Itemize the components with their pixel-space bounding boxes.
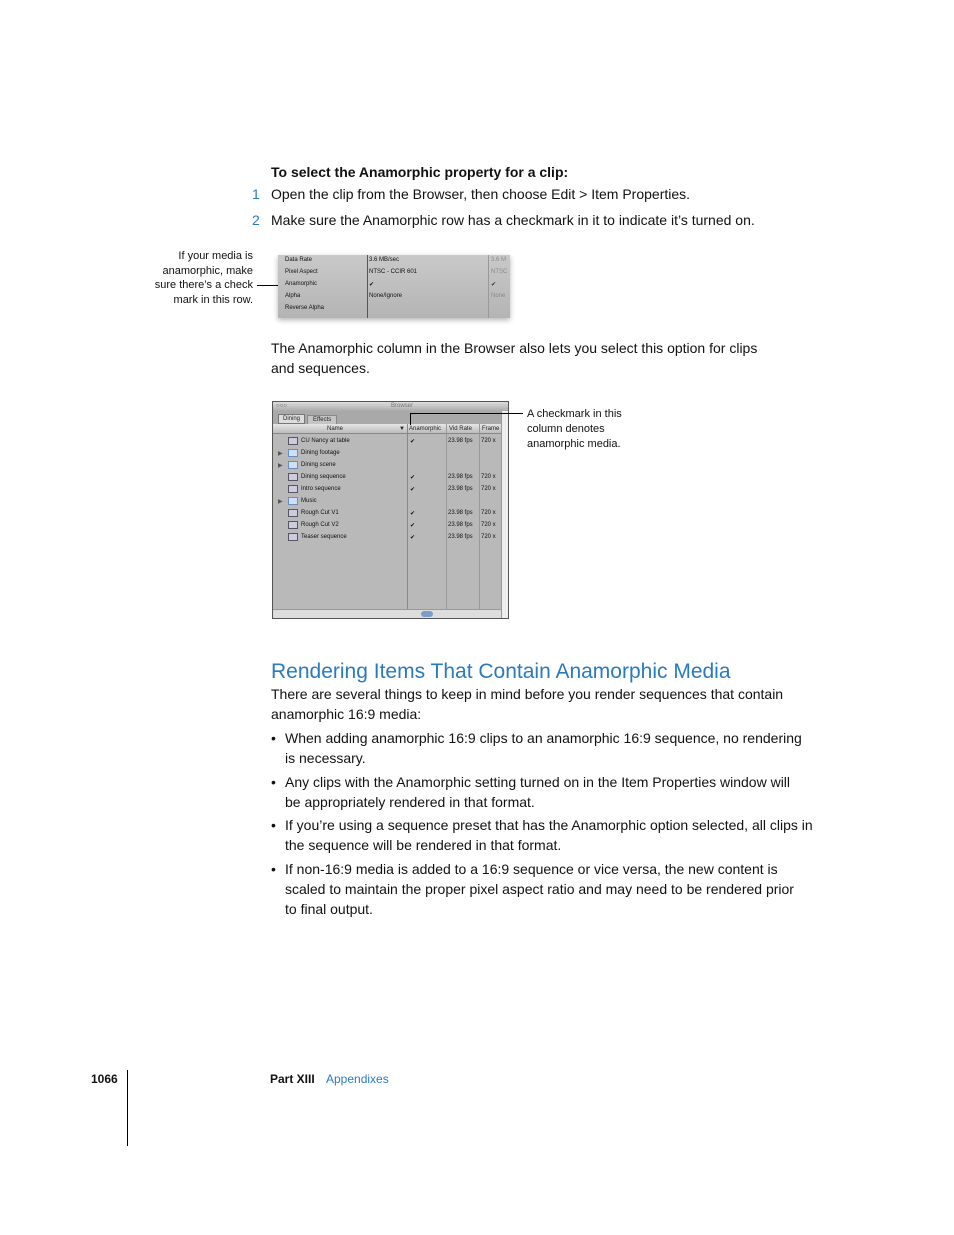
browser-row <box>273 507 501 519</box>
disclosure-triangle-icon[interactable]: ▶ <box>278 451 283 457</box>
caption-anamorphic-column: A checkmark in this column denotes anamorphic media. <box>527 408 622 450</box>
footer-chapter-link[interactable]: Appendixes <box>326 1072 389 1086</box>
sequence-icon <box>288 509 298 517</box>
anamorphic-check[interactable]: ✔ <box>410 487 416 493</box>
footer-part: Part XIII <box>270 1072 315 1086</box>
browser-row <box>273 531 501 543</box>
section-heading: Rendering Items That Contain Anamorphic Media <box>271 660 731 683</box>
callout-line <box>410 413 523 414</box>
frame-size: 720 x <box>481 474 496 480</box>
item-name: Rough Cut V2 <box>301 522 339 528</box>
sequence-icon <box>288 473 298 481</box>
bin-icon <box>288 449 298 457</box>
vid-rate: 23.98 fps <box>448 438 473 444</box>
caption-anamorphic-row: If your media is anamorphic, make sure there’s a check mark in this row. <box>154 250 253 306</box>
procedure-title: To select the Anamorphic property for a clip: <box>271 164 569 180</box>
property-row: Data Rate 3.6 MB/sec 3.6 M <box>285 257 507 263</box>
frame-size: 720 x <box>481 438 496 444</box>
page-number: 1066 <box>91 1072 118 1086</box>
property-row: Pixel Aspect NTSC - CCIR 601 NTSC <box>285 269 508 275</box>
callout-line <box>410 413 411 425</box>
sequence-icon <box>288 533 298 541</box>
item-properties-screenshot <box>278 255 510 318</box>
sequence-icon <box>288 521 298 529</box>
browser-row <box>273 447 501 459</box>
item-name: Dining footage <box>301 450 340 456</box>
browser-row <box>273 471 501 483</box>
bin-icon <box>288 461 298 469</box>
frame-size: 720 x <box>481 486 496 492</box>
item-name: CU Nancy at table <box>301 438 350 444</box>
frame-size: 720 x <box>481 522 496 528</box>
step-number: 2 <box>252 212 260 228</box>
anamorphic-check[interactable]: ✔ <box>410 535 416 541</box>
disclosure-triangle-icon[interactable]: ▶ <box>278 463 283 469</box>
vid-rate: 23.98 fps <box>448 534 473 540</box>
window-title: Browser <box>391 403 414 409</box>
item-name: Dining scene <box>301 462 336 468</box>
clip-icon <box>288 437 298 445</box>
footer-rule <box>127 1070 128 1146</box>
vid-rate: 23.98 fps <box>448 510 473 516</box>
paragraph: The Anamorphic column in the Browser also lets you select this option for clips and sequences. <box>271 340 758 376</box>
item-name: Music <box>301 498 317 504</box>
property-row-anamorphic: Anamorphic ✔ ✔ <box>285 281 497 288</box>
anamorphic-check[interactable]: ✔ <box>410 511 416 517</box>
paragraph: There are several things to keep in mind before you render sequences that contain anamorphic 16:9 media: <box>271 686 784 722</box>
browser-row <box>273 519 501 531</box>
browser-row <box>273 483 501 495</box>
item-name: Teaser sequence <box>301 534 347 540</box>
item-name: Rough Cut V1 <box>301 510 339 516</box>
browser-row <box>273 435 501 447</box>
frame-size: 720 x <box>481 510 496 516</box>
step-text: Make sure the Anamorphic row has a checkmark in it to indicate it’s turned on. <box>271 212 755 228</box>
bullet-item: • Any clips with the Anamorphic setting turned on in the Item Properties window will be appropriately rendered in that format. <box>271 774 791 810</box>
property-row: Alpha None/Ignore None <box>285 293 506 299</box>
anamorphic-check[interactable]: ✔ <box>410 523 416 529</box>
browser-row <box>273 459 501 471</box>
browser-row <box>273 495 501 507</box>
step-text: Open the clip from the Browser, then choose Edit > Item Properties. <box>271 186 691 202</box>
anamorphic-check[interactable]: ✔ <box>410 439 416 445</box>
browser-window-screenshot: ○○○ Browser Dining Effects Name ▼ Anamorphic Vid Rate Frame CU Nancy at table ✔ 23.98 fps 720 x ▶ Dining footage ▶ Dining scene Dining sequence ✔ 23.98 fps 720 x Intro sequence ✔ 23.98 fps 720 x ▶ Music Rough Cut V1 ✔ 23.98 fps 720 x Rough Cut V2 ✔ 23.98 fps 720 x Teaser sequence ✔ 23.98 fps 720 x <box>272 401 509 619</box>
vid-rate: 23.98 fps <box>448 474 473 480</box>
item-name: Intro sequence <box>301 486 341 492</box>
anamorphic-check[interactable]: ✔ <box>410 475 416 481</box>
vid-rate: 23.98 fps <box>448 522 473 528</box>
property-row: Reverse Alpha <box>285 305 325 311</box>
disclosure-triangle-icon[interactable]: ▶ <box>278 499 283 505</box>
window-buttons-icon: ○○○ <box>276 403 287 409</box>
item-name: Dining sequence <box>301 474 346 480</box>
step-number: 1 <box>252 186 260 202</box>
bullet-item: • If non-16:9 media is added to a 16:9 sequence or vice versa, the new content is scaled to maintain the proper pixel aspect ratio and may need to be rendered prior to final output. <box>271 861 794 917</box>
sequence-icon <box>288 485 298 493</box>
bin-icon <box>288 497 298 505</box>
tab-dining: Dining <box>278 414 305 424</box>
vid-rate: 23.98 fps <box>448 486 473 492</box>
bullet-item: • When adding anamorphic 16:9 clips to an anamorphic 16:9 sequence, no rendering is necessary. <box>271 730 802 766</box>
bullet-item: • If you’re using a sequence preset that has the Anamorphic option selected, all clips in the sequence will be rendered in that format. <box>271 817 813 853</box>
frame-size: 720 x <box>481 534 496 540</box>
tab-effects: Effects <box>307 415 337 425</box>
